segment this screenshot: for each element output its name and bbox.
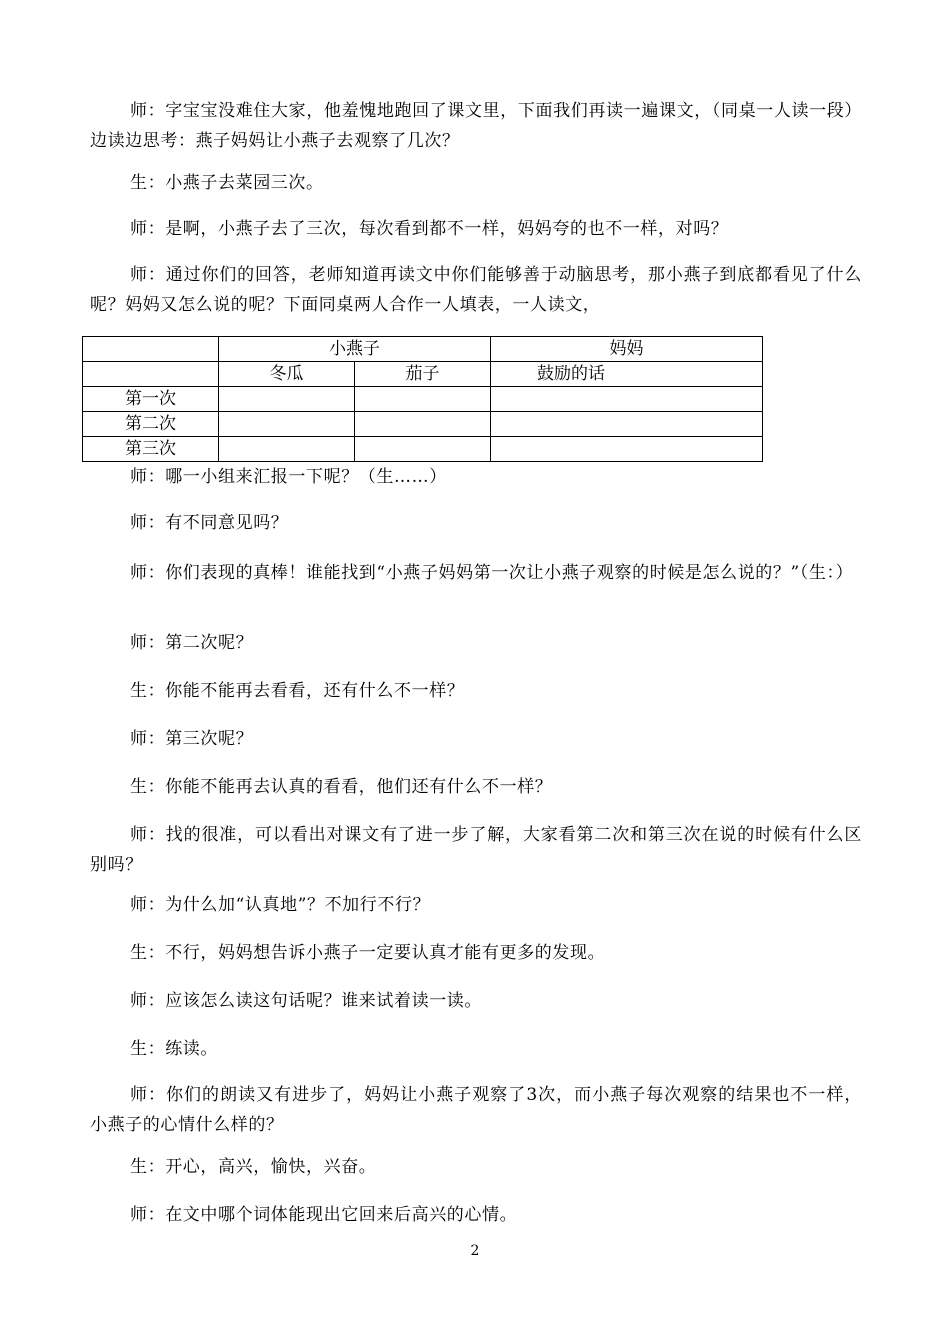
paragraph: 生：不行，妈妈想告诉小燕子一定要认真才能有更多的发现。: [130, 943, 606, 963]
table-header: 妈妈: [491, 337, 763, 362]
table-row: [83, 337, 763, 362]
paragraph: 生：你能不能再去认真的看看，他们还有什么不一样？: [130, 777, 553, 797]
table-row: [83, 437, 763, 462]
table-header: 茄子: [355, 362, 491, 387]
paragraph: 生：你能不能再去看看，还有什么不一样？: [130, 681, 465, 701]
table-cell: [355, 387, 491, 412]
row-label: 第一次: [83, 387, 219, 412]
table-cell: [219, 412, 355, 437]
table-cell: [491, 412, 763, 437]
paragraph: 师：为什么加“认真地”？不加行不行？: [130, 895, 431, 915]
paragraph: 师：通过你们的回答，老师知道再读文中你们能够善于动脑思考，那小燕子到底都看见了什么呢？妈妈又怎么说的呢？下面同桌两人合作一人填表，一人读文，: [90, 265, 862, 315]
paragraph: 师：字宝宝没难住大家，他羞愧地跑回了课文里，下面我们再读一遍课文，（同桌一人读一段）边读边思考：燕子妈妈让小燕子去观察了几次？: [90, 101, 862, 151]
table-cell: [491, 387, 763, 412]
table-row: [83, 412, 763, 437]
table-row: [83, 387, 763, 412]
paragraph: 师：哪一小组来汇报一下呢？（生……）: [130, 467, 447, 487]
paragraph: 师：是啊，小燕子去了三次，每次看到都不一样，妈妈夸的也不一样，对吗？: [130, 219, 729, 239]
paragraph: 师：第二次呢？: [130, 633, 254, 653]
table-cell: [219, 437, 355, 462]
table-cell: [355, 412, 491, 437]
fill-in-table: [82, 336, 763, 462]
table-cell: [219, 387, 355, 412]
paragraph: 生：开心，高兴，愉快，兴奋。: [130, 1157, 377, 1177]
row-label: 第三次: [83, 437, 219, 462]
paragraph: 生：小燕子去菜园三次。: [130, 173, 324, 193]
paragraph: 师：你们的朗读又有进步了，妈妈让小燕子观察了3次，而小燕子每次观察的结果也不一样，小燕子的心情什么样的？: [90, 1085, 862, 1135]
table-header: 鼓励的话: [491, 362, 763, 387]
table-row: [83, 362, 763, 387]
paragraph: 生：练读。: [130, 1039, 218, 1059]
table-cell: [83, 362, 219, 387]
row-label: 第二次: [83, 412, 219, 437]
table-cell: [355, 437, 491, 462]
paragraph: 师：第三次呢？: [130, 729, 254, 749]
paragraph: 师：在文中哪个词体能现出它回来后高兴的心情。: [130, 1205, 518, 1225]
page-number: 2: [470, 1243, 480, 1259]
paragraph: 师：找的很准，可以看出对课文有了进一步了解，大家看第二次和第三次在说的时候有什么区别吗？: [90, 825, 862, 875]
paragraph: 师：你们表现的真棒！谁能找到“小燕子妈妈第一次让小燕子观察的时候是怎么说的？”（生：）: [130, 563, 854, 583]
paragraph: 师：应该怎么读这句话呢？谁来试着读一读。: [130, 991, 482, 1011]
paragraph: 师：有不同意见吗？: [130, 513, 289, 533]
table-header: 小燕子: [219, 337, 491, 362]
table-header: 冬瓜: [219, 362, 355, 387]
table-cell: [83, 337, 219, 362]
table-cell: [491, 437, 763, 462]
